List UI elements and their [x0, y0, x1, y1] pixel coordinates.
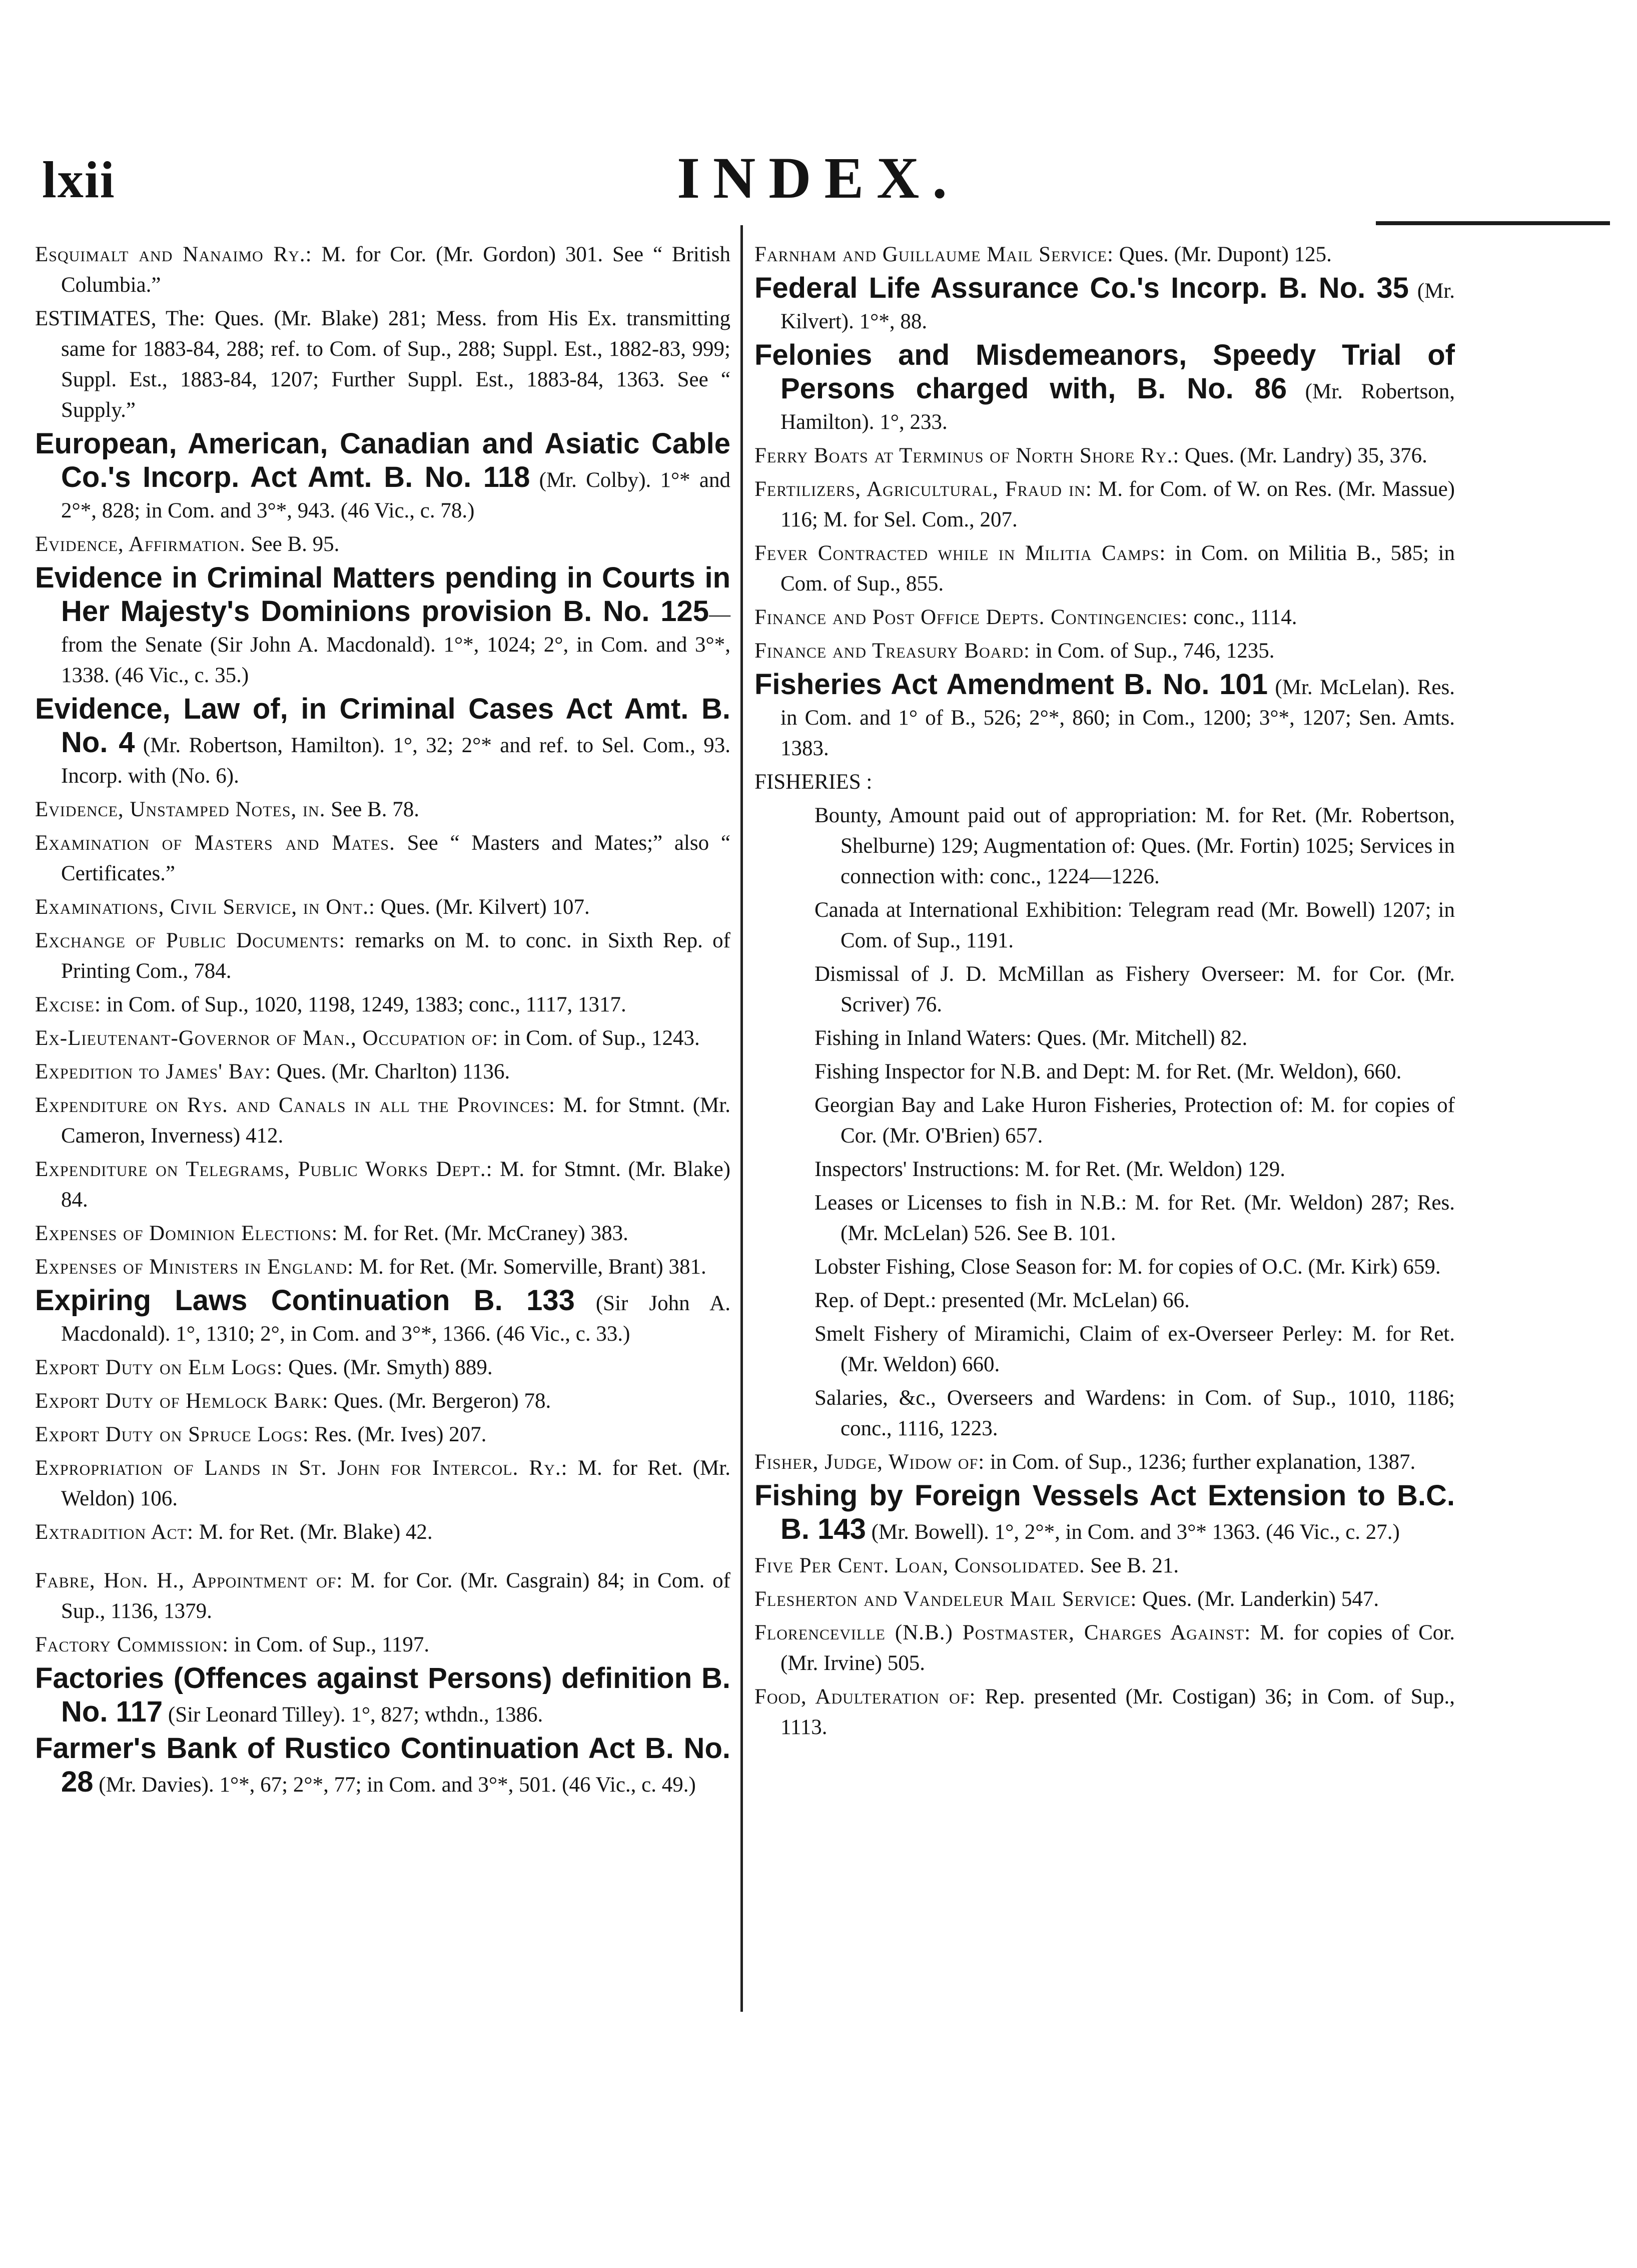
index-subentry	[754, 1188, 1455, 1249]
entry-heading: Excise:	[35, 993, 101, 1016]
entry-heading: ESTIMATES, The:	[35, 307, 205, 330]
entry-references: M. for copies of O.C. (Mr. Kirk) 659.	[1113, 1255, 1441, 1279]
entry-references: Telegram read (Mr. Bowell) 1207; in Com. of Sup., 1191.	[841, 898, 1455, 952]
entry-references: M. for Ret. (Mr. McCraney) 383.	[338, 1222, 628, 1245]
entry-references: Rep. presented (Mr. Costigan) 36; in Com. of Sup., 1113.	[780, 1685, 1455, 1739]
index-entry	[35, 1517, 730, 1547]
index-entry	[754, 340, 1455, 437]
entry-heading: Expenditure on Telegrams, Public Works Dept.:	[35, 1158, 493, 1181]
entry-references: remarks on M. to conc. in Sixth Rep. of Printing Com., 784.	[61, 929, 730, 983]
entry-heading: Georgian Bay and Lake Huron Fisheries, Protection of:	[814, 1093, 1304, 1117]
entry-heading: Evidence, Unstamped Notes, in.	[35, 798, 326, 821]
entry-heading: Fishing by Foreign Vessels Act Extension to B.C. B. 143	[754, 1479, 1455, 1545]
entry-heading: Export Duty on Elm Logs:	[35, 1356, 283, 1379]
entry-heading: Fishing in Inland Waters:	[814, 1026, 1032, 1050]
index-subentry	[754, 1319, 1455, 1380]
entry-heading: Exchange of Public Documents:	[35, 929, 346, 952]
entry-references: in Com. of Sup., 1010, 1186; conc., 1116, 1223.	[841, 1386, 1455, 1440]
index-entry	[754, 1480, 1455, 1547]
entry-references: —from the Senate (Sir John A. Macdonald). 1°*, 1024; 2°, in Com. and 3°*, 1338. (46 Vic., c. 35.)	[61, 603, 730, 687]
entry-references: M. for Ret. (Mr. Weldon) 660.	[841, 1322, 1455, 1376]
entry-heading: Farnham and Guillaume Mail Service:	[754, 243, 1114, 266]
entry-heading: Food, Adulteration of:	[754, 1685, 976, 1709]
entry-heading: Lobster Fishing, Close Season for:	[814, 1255, 1113, 1279]
entry-references: See B. 78.	[325, 798, 419, 821]
entry-references: Ques. (Mr. Blake) 281; Mess. from His Ex. transmitting same for 1883-84, 288; ref. to Com. of Sup., 288; Suppl. Est., 1882-83, 999; Suppl. Est., 1883-84, 1207; Further Suppl. Est., 1883-84, 1363. See “ Supply.”	[61, 307, 730, 422]
entry-references: (Mr. Robertson, Hamilton). 1°, 233.	[780, 380, 1455, 434]
right-column	[754, 239, 1455, 1746]
index-entry	[754, 1447, 1455, 1477]
entry-references: M. for Ret. (Mr. Robertson, Shelburne) 129; Augmentation of: Ques. (Mr. Fortin) 1025; Services in connection with: conc., 1224—1226.	[841, 804, 1455, 888]
entry-heading: Fishing Inspector for N.B. and Dept:	[814, 1060, 1131, 1083]
entry-heading: Expenditure on Rys. and Canals in all the Provinces:	[35, 1093, 555, 1117]
entry-heading: Fertilizers, Agricultural, Fraud in:	[754, 477, 1092, 501]
index-entry	[754, 669, 1455, 764]
entry-heading: Factories (Offences against Persons) definition B. No. 117	[35, 1662, 730, 1728]
entry-heading: Fabre, Hon. H., Appointment of:	[35, 1569, 343, 1592]
entry-references: (Mr. Colby). 1°* and 2°*, 828; in Com. and 3°*, 943. (46 Vic., c. 78.)	[61, 468, 730, 522]
entry-references: M. for Ret. (Mr. Somerville, Brant) 381.	[354, 1255, 706, 1279]
section-heading	[754, 767, 1455, 797]
index-entry	[754, 602, 1455, 633]
entry-references: Ques. (Mr. Dupont) 125.	[1113, 243, 1332, 266]
entry-references: M. for Ret. (Mr. Blake) 42.	[193, 1520, 433, 1544]
entry-heading: Finance and Post Office Depts. Contingencies:	[754, 606, 1188, 629]
entry-references: in Com. of Sup., 1197.	[229, 1633, 430, 1656]
header-rule	[1376, 221, 1610, 225]
entry-heading: Felonies and Misdemeanors, Speedy Trial of Persons charged with, B. No. 86	[754, 339, 1455, 405]
index-entry	[754, 273, 1455, 337]
index-entry	[35, 303, 730, 425]
index-subentry	[754, 800, 1455, 892]
entry-references: Ques. (Mr. Landerkin) 547.	[1137, 1587, 1379, 1611]
entry-heading: Examinations, Civil Service, in Ont.:	[35, 895, 375, 919]
index-subentry	[754, 1023, 1455, 1053]
entry-heading: Fever Contracted while in Militia Camps:	[754, 541, 1166, 565]
entry-references: (Mr. Robertson, Hamilton). 1°, 32; 2°* and ref. to Sel. Com., 93. Incorp. with (No. 6).	[61, 734, 730, 788]
page-number: lxii	[42, 151, 116, 209]
entry-references: Ques. (Mr. Bergeron) 78.	[328, 1389, 551, 1413]
index-entry	[35, 1252, 730, 1282]
index-entry	[754, 1681, 1455, 1743]
entry-heading: Export Duty of Hemlock Bark:	[35, 1389, 329, 1413]
entry-references: Ques. (Mr. Mitchell) 82.	[1032, 1026, 1248, 1050]
entry-references: M. for Ret. (Mr. Weldon) 106.	[61, 1456, 730, 1510]
entry-references: M. for Ret. (Mr. Weldon) 129.	[1020, 1158, 1286, 1181]
column-divider	[740, 225, 743, 2012]
index-entry	[754, 1584, 1455, 1614]
index-entry	[35, 1565, 730, 1626]
entry-references: M. for Cor. (Mr. Casgrain) 84; in Com. of Sup., 1136, 1379.	[61, 1569, 730, 1623]
entry-references: (Sir John A. Macdonald). 1°, 1310; 2°, in Com. and 3°*, 1366. (46 Vic., c. 33.)	[61, 1292, 730, 1346]
entry-references: presented (Mr. McLelan) 66.	[936, 1289, 1190, 1312]
entry-references: (Mr. Kilvert). 1°*, 88.	[780, 279, 1455, 333]
entry-references: M. for Ret. (Mr. Weldon), 660.	[1130, 1060, 1402, 1083]
index-entry	[35, 1154, 730, 1215]
entry-heading: Ex-Lieutenant-Governor of Man., Occupation of:	[35, 1026, 499, 1050]
entry-heading: Factory Commission:	[35, 1633, 229, 1656]
entry-heading: Expenses of Dominion Elections:	[35, 1222, 338, 1245]
entry-heading: Rep. of Dept.:	[814, 1289, 937, 1312]
index-entry	[754, 1550, 1455, 1581]
entry-heading: Flesherton and Vandeleur Mail Service:	[754, 1587, 1137, 1611]
index-entry	[35, 1453, 730, 1514]
index-entry	[35, 1285, 730, 1349]
entry-references: See B. 21.	[1085, 1554, 1179, 1577]
page-title: INDEX.	[677, 145, 960, 211]
index-entry	[35, 1056, 730, 1087]
index-entry	[35, 1023, 730, 1053]
index-entry	[35, 529, 730, 559]
index-entry	[754, 440, 1455, 471]
index-subentry	[754, 959, 1455, 1020]
index-entry	[35, 694, 730, 791]
entry-heading: Ferry Boats at Terminus of North Shore Ry.:	[754, 444, 1180, 467]
index-entry	[35, 1629, 730, 1660]
entry-references: M. for Ret. (Mr. Weldon) 287; Res. (Mr. McLelan) 526. See B. 101.	[841, 1191, 1455, 1245]
index-subentry	[754, 1383, 1455, 1444]
entry-heading: Farmer's Bank of Rustico Continuation Act B. No. 28	[35, 1732, 730, 1798]
entry-references: M. for Stmnt. (Mr. Cameron, Inverness) 412.	[61, 1093, 730, 1148]
entry-references: in Com. of Sup., 1020, 1198, 1249, 1383; conc., 1117, 1317.	[101, 993, 626, 1016]
entry-gap	[35, 1550, 730, 1565]
index-subentry	[754, 1056, 1455, 1087]
entry-references: Ques. (Mr. Charlton) 1136.	[271, 1060, 510, 1083]
entry-references: in Com. of Sup., 1236; further explanation, 1387.	[985, 1450, 1416, 1474]
index-entry	[754, 636, 1455, 666]
index-entry	[35, 892, 730, 922]
entry-references: (Mr. McLelan). Res. in Com. and 1° of B., 526; 2°*, 860; in Com., 1200; 3°*, 1207; Sen. Amts. 1383.	[780, 676, 1455, 760]
index-entry	[35, 1218, 730, 1249]
entry-references: Ques. (Mr. Kilvert) 107.	[375, 895, 590, 919]
entry-heading: Export Duty on Spruce Logs:	[35, 1423, 309, 1446]
entry-references: M. for copies of Cor. (Mr. O'Brien) 657.	[841, 1093, 1455, 1148]
entry-heading: Expedition to James' Bay:	[35, 1060, 271, 1083]
entry-heading: Finance and Treasury Board:	[754, 639, 1030, 663]
index-entry	[754, 538, 1455, 599]
entry-references: M. for Cor. (Mr. Scriver) 76.	[841, 962, 1455, 1016]
index-entry	[35, 794, 730, 825]
entry-heading: Examination of Masters and Mates.	[35, 831, 395, 855]
entry-heading: Extradition Act:	[35, 1520, 194, 1544]
entry-heading: Leases or Licenses to fish in N.B.:	[814, 1191, 1127, 1215]
left-column	[35, 239, 730, 1803]
entry-references: conc., 1114.	[1188, 606, 1297, 629]
entry-heading: Five Per Cent. Loan, Consolidated.	[754, 1554, 1085, 1577]
entry-references: Ques. (Mr. Landry) 35, 376.	[1179, 444, 1427, 467]
index-entry	[35, 562, 730, 691]
index-entry	[35, 989, 730, 1020]
entry-references: M. for copies of Cor. (Mr. Irvine) 505.	[780, 1621, 1455, 1675]
entry-references: in Com. of Sup., 1243.	[498, 1026, 700, 1050]
entry-references: in Com. of Sup., 746, 1235.	[1030, 639, 1275, 663]
index-subentry	[754, 1154, 1455, 1185]
entry-heading: Inspectors' Instructions:	[814, 1158, 1020, 1181]
entry-references: (Mr. Davies). 1°*, 67; 2°*, 77; in Com. and 3°*, 501. (46 Vic., c. 49.)	[93, 1773, 696, 1797]
entry-heading: Expiring Laws Continuation B. 133	[35, 1284, 575, 1317]
entry-references: M. for Cor. (Mr. Gordon) 301. See “ British Columbia.”	[61, 243, 730, 297]
index-entry	[35, 1419, 730, 1450]
entry-heading: Expropriation of Lands in St. John for Intercol. Ry.:	[35, 1456, 568, 1480]
entry-references: Ques. (Mr. Smyth) 889.	[283, 1356, 493, 1379]
entry-heading: Salaries, &c., Overseers and Wardens:	[814, 1386, 1167, 1410]
index-entry	[35, 925, 730, 986]
index-entry	[35, 428, 730, 526]
entry-heading: European, American, Canadian and Asiatic Cable Co.'s Incorp. Act Amt. B. No. 118	[35, 427, 730, 493]
entry-heading: Evidence, Affirmation.	[35, 532, 246, 556]
index-entry	[35, 239, 730, 300]
entry-references: See “ Masters and Mates;” also “ Certificates.”	[61, 831, 730, 885]
entry-heading: Bounty, Amount paid out of appropriation:	[814, 804, 1197, 827]
index-subentry	[754, 1090, 1455, 1151]
entry-references: M. for Com. of W. on Res. (Mr. Massue) 116; M. for Sel. Com., 207.	[780, 477, 1455, 531]
index-entry	[35, 1352, 730, 1383]
entry-heading: Evidence, Law of, in Criminal Cases Act Amt. B. No. 4	[35, 693, 730, 759]
entry-heading: Fisher, Judge, Widow of:	[754, 1450, 985, 1474]
entry-heading: Expenses of Ministers in England:	[35, 1255, 354, 1279]
index-entry	[754, 239, 1455, 270]
index-subentry	[754, 1285, 1455, 1316]
entry-heading: Federal Life Assurance Co.'s Incorp. B. No. 35	[754, 272, 1409, 304]
index-entry	[754, 474, 1455, 535]
entry-references: in Com. on Militia B., 585; in Com. of Sup., 855.	[780, 541, 1455, 596]
entry-heading: Florenceville (N.B.) Postmaster, Charges Against:	[754, 1621, 1251, 1644]
index-entry	[35, 1733, 730, 1800]
index-entry	[35, 1386, 730, 1416]
index-entry	[754, 1617, 1455, 1678]
entry-heading: Canada at International Exhibition:	[814, 898, 1123, 922]
entry-heading: Esquimalt and Nanaimo Ry.:	[35, 243, 312, 266]
entry-heading: Evidence in Criminal Matters pending in Courts in Her Majesty's Dominions provision B. No. 125	[35, 561, 730, 628]
index-entry	[35, 828, 730, 889]
entry-heading: Fisheries Act Amendment B. No. 101	[754, 668, 1268, 701]
entry-heading: Smelt Fishery of Miramichi, Claim of ex-Overseer Perley:	[814, 1322, 1343, 1346]
entry-references: M. for Stmnt. (Mr. Blake) 84.	[61, 1158, 730, 1212]
entry-references: (Sir Leonard Tilley). 1°, 827; wthdn., 1386.	[163, 1703, 543, 1727]
index-entry	[35, 1663, 730, 1730]
index-subentry	[754, 895, 1455, 956]
index-subentry	[754, 1252, 1455, 1282]
entry-references: See B. 95.	[245, 532, 340, 556]
entry-heading: FISHERIES :	[754, 770, 873, 794]
entry-references: Res. (Mr. Ives) 207.	[309, 1423, 487, 1446]
index-entry	[35, 1090, 730, 1151]
entry-heading: Dismissal of J. D. McMillan as Fishery Overseer:	[814, 962, 1285, 986]
entry-references: (Mr. Bowell). 1°, 2°*, in Com. and 3°* 1363. (46 Vic., c. 27.)	[866, 1520, 1400, 1544]
